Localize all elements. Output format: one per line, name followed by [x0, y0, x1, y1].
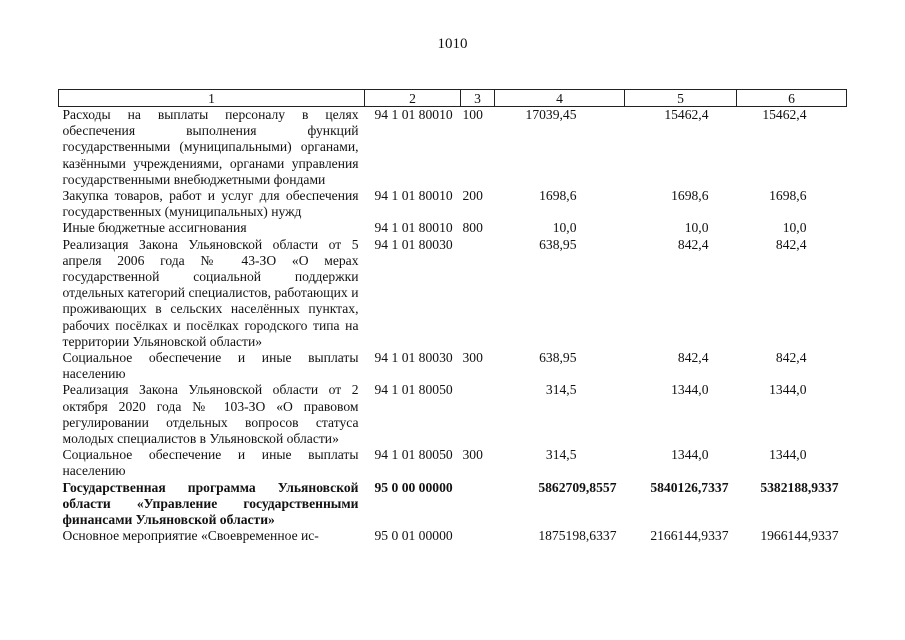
row-value-2023: 1344,0	[769, 447, 807, 463]
row-name: Государственная программа Ульяновской области «Управление государственными финансами Ульяновской области»	[62, 479, 359, 528]
table-row	[59, 480, 847, 529]
row-value-2022: 1344,0	[671, 447, 709, 463]
row-value-2023: 15462,4	[762, 107, 807, 122]
header-col-5: 5	[625, 90, 737, 107]
table-row	[59, 237, 847, 350]
row-value-2021: 17039,45	[525, 107, 577, 122]
row-code: 94 1 01 80050	[374, 447, 453, 463]
row-value-2023: 842,4	[775, 236, 807, 252]
budget-table	[58, 89, 847, 544]
row-value-2022: 5840126,7337	[650, 479, 729, 495]
row-name: Основное мероприятие «Своевременное ис-	[62, 528, 319, 544]
row-value-2023: 1698,6	[769, 188, 807, 204]
table-body	[59, 107, 847, 545]
row-code: 94 1 01 80030	[374, 350, 453, 366]
row-code: 95 0 00 00000	[374, 479, 453, 495]
row-value-2023: 10,0	[782, 220, 807, 236]
row-code: 94 1 01 80010	[374, 107, 453, 122]
row-value-2021: 1698,6	[539, 188, 577, 204]
row-value-2022: 15462,4	[664, 107, 709, 122]
row-value-2021: 5862709,8557	[538, 479, 617, 495]
row-expense-type: 300	[462, 447, 483, 463]
row-code: 94 1 01 80010	[374, 220, 453, 236]
page-number: 1010	[437, 36, 468, 52]
row-value-2021: 638,95	[539, 236, 577, 252]
row-name: Социальное обеспечение и иные выплаты населению	[62, 447, 359, 479]
header-col-3: 3	[461, 90, 495, 107]
row-value-2022: 842,4	[677, 236, 709, 252]
row-name: Закупка товаров, работ и услуг для обеспечения государственных (муниципальных) нужд	[62, 188, 359, 220]
row-value-2022: 1344,0	[671, 382, 709, 398]
table-row	[59, 382, 847, 447]
row-expense-type: 200	[462, 188, 483, 204]
row-name: Социальное обеспечение и иные выплаты населению	[62, 350, 359, 382]
row-value-2021: 10,0	[552, 220, 577, 236]
row-value-2021: 1875198,6337	[538, 528, 617, 544]
table-row	[59, 350, 847, 382]
row-name: Расходы на выплаты персоналу в целях обеспечения выполнения функций государственными (муниципальными) органами, казёнными учреждениями, органами управления государственными внебюджетными фондами	[62, 107, 359, 187]
row-expense-type: 100	[462, 107, 483, 122]
row-expense-type	[461, 528, 495, 544]
table-row	[59, 220, 847, 236]
row-expense-type: 800	[462, 220, 483, 236]
row-value-2022: 10,0	[684, 220, 709, 236]
row-name: Иные бюджетные ассигнования	[62, 220, 247, 236]
header-col-4: 4	[495, 90, 625, 107]
header-col-2: 2	[365, 90, 461, 107]
row-value-2021: 638,95	[539, 350, 577, 366]
row-code: 95 0 01 00000	[374, 528, 453, 544]
row-expense-type	[461, 237, 495, 350]
row-code: 94 1 01 80050	[374, 382, 453, 398]
row-value-2023: 842,4	[775, 350, 807, 366]
row-value-2021: 314,5	[545, 382, 577, 398]
row-value-2023: 5382188,9337	[760, 479, 839, 495]
row-expense-type	[461, 382, 495, 447]
row-value-2022: 2166144,9337	[650, 528, 729, 544]
table-row	[59, 447, 847, 479]
row-value-2021: 314,5	[545, 447, 577, 463]
header-col-6: 6	[737, 90, 847, 107]
row-code: 94 1 01 80010	[374, 188, 453, 204]
table-row	[59, 188, 847, 220]
row-expense-type	[461, 480, 495, 529]
row-value-2022: 1698,6	[671, 188, 709, 204]
header-col-1: 1	[59, 90, 365, 107]
row-value-2023: 1966144,9337	[760, 528, 839, 544]
row-name: Реализация Закона Ульяновской области от 2 октября 2020 года № 103-ЗО «О правовом регулировании отдельных вопросов статуса молодых специалистов в Ульяновской области»	[62, 382, 359, 447]
row-code: 94 1 01 80030	[374, 236, 453, 252]
table-row	[59, 528, 847, 544]
table-header-row	[59, 90, 847, 107]
row-name: Реализация Закона Ульяновской области от 5 апреля 2006 года № 43-ЗО «О мерах государственной социальной поддержки отдельных категорий специалистов, работающих и проживающих в сельских населённых пунктах, рабочих посёлках и посёлках городского типа на территории Ульяновской области»	[62, 236, 359, 349]
table-row	[59, 107, 847, 189]
row-value-2022: 842,4	[677, 350, 709, 366]
row-value-2023: 1344,0	[769, 382, 807, 398]
row-expense-type: 300	[462, 350, 483, 366]
